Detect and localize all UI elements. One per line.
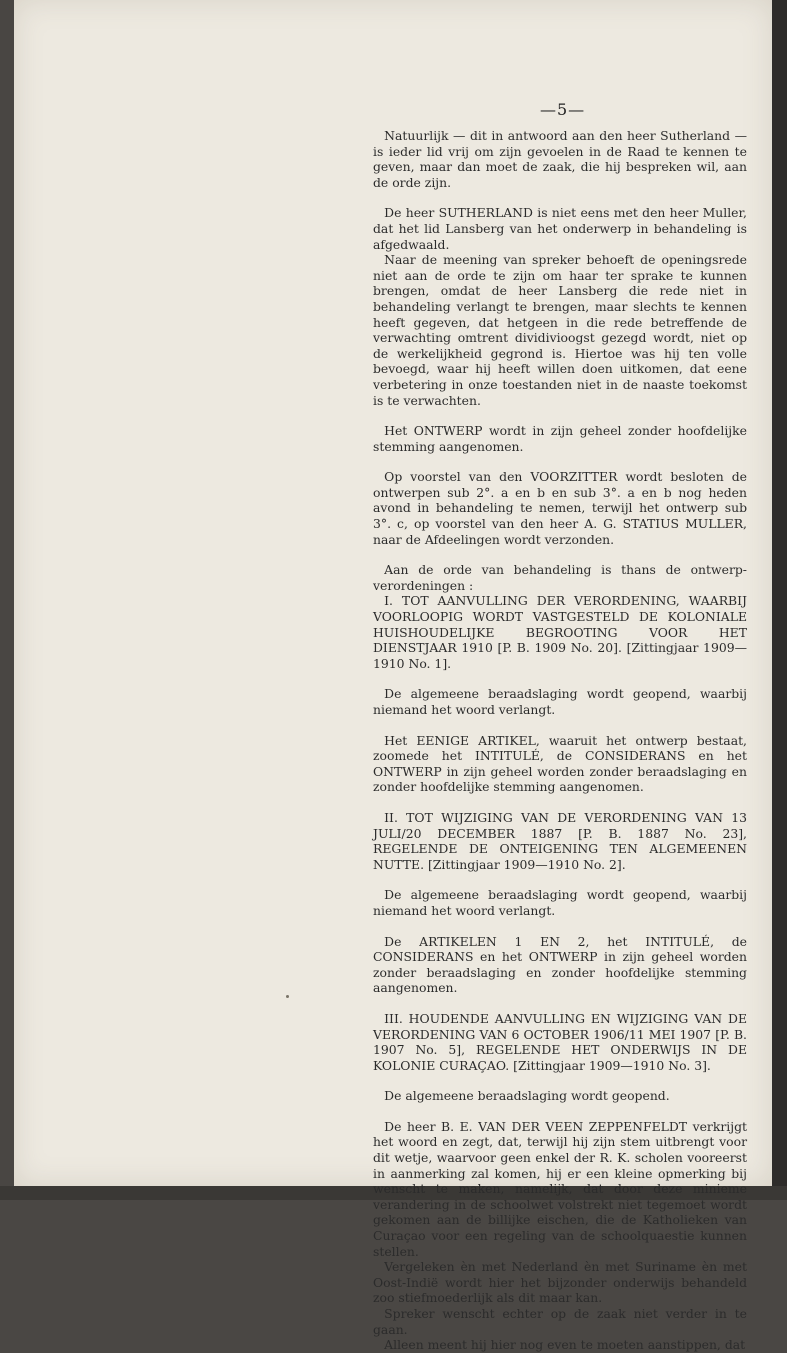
page-number: —5— — [540, 100, 586, 119]
text-column — [373, 128, 747, 1353]
paragraph: De ARTIKELEN 1 EN 2, het INTITULÉ, de CONSIDERANS en het ONTWERP in zijn geheel worden zonder beraadslaging en zonder hoofdelijke stemming aangenomen. — [373, 933, 747, 996]
paragraph: De heer SUTHERLAND is niet eens met den heer Muller, dat het lid Lansberg van het onderwerp in behandeling is afgedwaald. — [373, 205, 747, 252]
paragraph: De algemeene beraadslaging wordt geopend, waarbij niemand het woord verlangt. — [373, 686, 747, 717]
paragraph: Aan de orde van behandeling is thans de ontwerp-verordeningen : — [373, 562, 747, 593]
paragraph: Vergeleken èn met Nederland èn met Suriname èn met Oost-Indië wordt hier het bijzonder onderwijs behandeld zoo stiefmoederlijk als dit maar kan. — [373, 1259, 747, 1306]
paragraph: Op voorstel van den VOORZITTER wordt besloten de ontwerpen sub 2°. a en b en sub 3°. a en b nog heden avond in behandeling te nemen, terwijl het ontwerp sub 3°. c, op voorstel van den heer A. G. STATIUS MULLER, naar de Afdeelingen wordt verzonden. — [373, 469, 747, 547]
paragraph-section-heading: II. TOT WIJZIGING VAN DE VERORDENING VAN 13 JULI/20 DECEMBER 1887 [P. B. 1887 No. 23], REGELENDE DE ONTEIGENING TEN ALGEMEENEN NUTTE. [Zittingjaar 1909—1910 No. 2]. — [373, 809, 747, 872]
paragraph: Naar de meening van spreker behoeft de openingsrede niet aan de orde te zijn om haar ter sprake te kunnen brengen, omdat de heer Lansberg die rede niet in behandeling verlangt te brengen, maar slechts te kennen heeft gegeven, dat hetgeen in die rede betreffende de verwachting omtrent dividivioogst gezegd wordt, niet op de werkelijkheid gegrond is. Hiertoe was hij ten volle bevoegd, waar hij heeft willen doen uitkomen, dat eene verbetering in onze toestanden niet in de naaste toekomst is te verwachten. — [373, 252, 747, 408]
paragraph-section-heading: III. HOUDENDE AANVULLING EN WIJZIGING VAN DE VERORDENING VAN 6 OCTOBER 1906/11 MEI 1907 [P. B. 1907 No. 5], REGELENDE HET ONDERWIJS IN DE KOLONIE CURAÇAO. [Zittingjaar 1909—1910 No. 3]. — [373, 1010, 747, 1073]
scan-edge-right — [772, 0, 787, 1200]
paragraph: De algemeene beraadslaging wordt geopend. — [384, 1088, 670, 1104]
paragraph: Spreker wenscht echter op de zaak niet verder in te gaan. — [373, 1306, 747, 1337]
paragraph: Het ONTWERP wordt in zijn geheel zonder hoofdelijke stemming aangenomen. — [373, 423, 747, 454]
paragraph-section-heading: I. TOT AANVULLING DER VERORDENING, WAARBIJ VOORLOOPIG WORDT VASTGESTELD DE KOLONIALE HUISHOUDELIJKE BEGROOTING VOOR HET DIENSTJAAR 1910 [P. B. 1909 No. 20]. [Zittingjaar 1909—1910 No. 1]. — [373, 593, 747, 671]
paper-speck — [286, 995, 289, 998]
paragraph: De algemeene beraadslaging wordt geopend, waarbij niemand het woord verlangt. — [373, 887, 747, 918]
paragraph: De heer B. E. VAN DER VEEN ZEPPENFELDT verkrijgt het woord en zegt, dat, terwijl hij zijn stem uitbrengt voor dit wetje, waarvoor geen enkel der R. K. scholen vooreerst in aanmerking zal komen, hij er een kleine opmerking bij wenscht te maken, namelijk, dat door deze minieme verandering in de schoolwet volstrekt niet tegemoet wordt gekomen aan de billijke eischen, die de Katholieken van Curaçao voor een regeling van de schoolquaestie kunnen stellen. — [373, 1118, 747, 1259]
paragraph: Natuurlijk — dit in antwoord aan den heer Sutherland — is ieder lid vrij om zijn gevoelen in de Raad te kennen te geven, maar dan moet de zaak, die hij bespreken wil, aan de orde zijn. — [373, 128, 747, 190]
paragraph: Alleen meent hij hier nog even te moeten aanstippen, dat — [384, 1337, 746, 1353]
paragraph: Het EENIGE ARTIKEL, waaruit het ontwerp bestaat, zoomede het INTITULÉ, de CONSIDERANS en het ONTWERP in zijn geheel worden zonder beraadslaging en zonder hoofdelijke stemming aangenomen. — [373, 732, 747, 795]
